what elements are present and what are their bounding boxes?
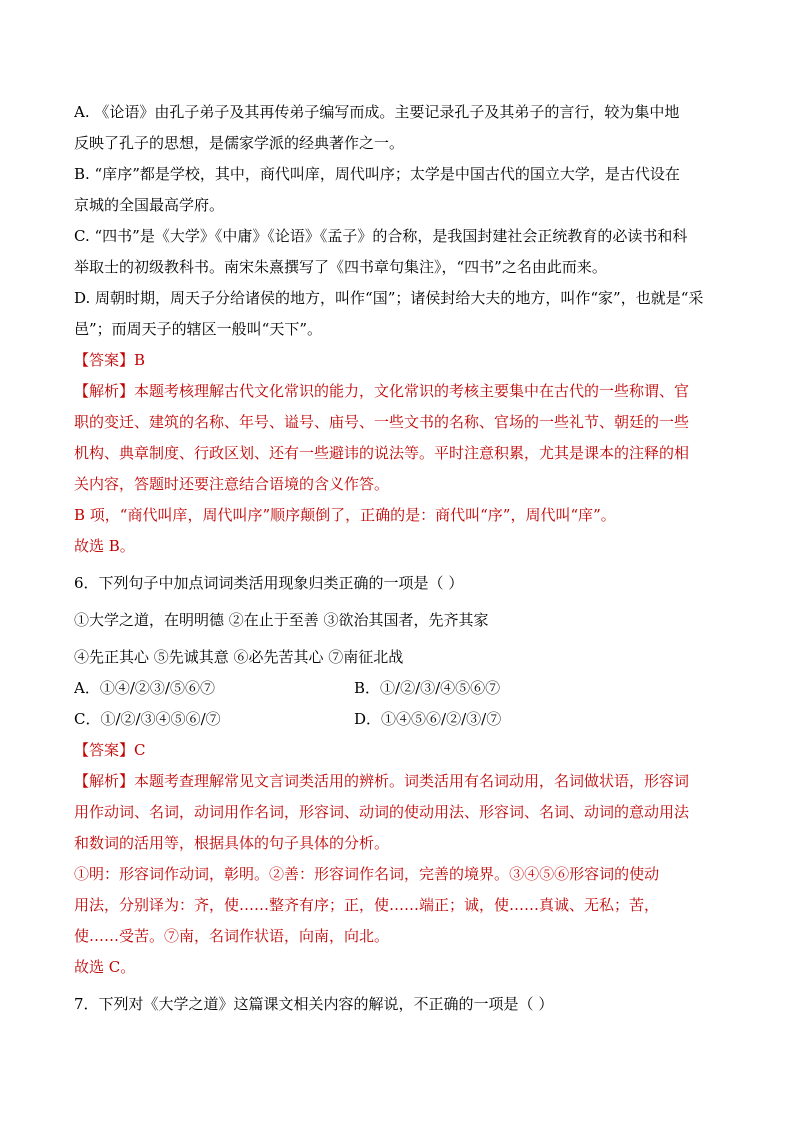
q6-answer-value: C xyxy=(134,741,146,759)
q6-sentences-line2: ④先正其心 ⑤先诚其意 ⑥必先苦其心 ⑦南征北战 xyxy=(74,648,404,666)
q6-detail-marker-4: ⑦ xyxy=(164,927,180,945)
q6-question: 6．下列句子中加点词词类活用现象归类正确的一项是（ ） xyxy=(74,574,464,592)
q5-option-b-line2: 京城的全国最高学府。 xyxy=(74,196,225,214)
q5-option-c-line1: C. “四书”是《大学》《中庸》《论语》《孟子》的合称，是我国封建社会正统教育的必读书和科 xyxy=(74,227,688,245)
q6-option-a: A．①④/②③/⑤⑥⑦ xyxy=(74,679,215,697)
q6-answer xyxy=(74,735,734,766)
q6-option-b: B．①/②/③/④⑤⑥⑦ xyxy=(354,679,501,697)
q6-detail-marker-3: ③④⑤⑥ xyxy=(509,865,570,883)
document-content xyxy=(74,97,734,1020)
q6-option-d: D．①④⑤⑥/②/③/⑦ xyxy=(354,710,502,728)
q5-option-c-line2: 举取士的初级教科书。南宋朱熹撰写了《四书章句集注》，“四书”之名由此而来。 xyxy=(74,258,607,276)
q5-analysis-line2: 职的变迁、建筑的名称、年号、谥号、庙号、一些文书的名称、官场的一些礼节、朝廷的一些 xyxy=(74,413,690,431)
q6-option-c: C．①/②/③④⑤⑥/⑦ xyxy=(74,710,221,728)
q5-analysis-line1 xyxy=(74,376,734,407)
q6-analysis-line1 xyxy=(74,766,734,797)
q6-options-row1 xyxy=(74,673,734,704)
q5-analysis-tag: 【解析】 xyxy=(74,382,135,400)
q6-detail-text-4: 使……受苦。 xyxy=(74,927,165,945)
q6-analysis-line3: 和数词的活用等，根据具体的句子具体的分析。 xyxy=(74,834,390,852)
q6-analysis-line2: 用作动词、名词，动词用作名词，形容词、动词的使动用法、形容词、名词、动词的意动用法 xyxy=(74,803,690,821)
q6-analysis-text: 本题考查理解常见文言词类活用的辨析。词类活用有名词动用，名词做状语，形容词 xyxy=(134,772,690,790)
q6-detail-marker-1: ① xyxy=(74,865,90,883)
q5-explanation: B 项，“商代叫庠，周代叫序”顺序颠倒了，正确的是：商代叫“序”，周代叫“庠”。 xyxy=(74,506,616,524)
q6-options-row2 xyxy=(74,704,734,735)
q6-detail-text-3: 形容词的使动 xyxy=(569,865,660,883)
q5-option-a-line1: A. 《论语》由孔子弟子及其再传弟子编写而成。主要记录孔子及其弟子的言行，较为集中地 xyxy=(74,103,680,121)
q5-answer xyxy=(74,345,734,376)
q6-analysis-tag: 【解析】 xyxy=(74,772,135,790)
q5-analysis-line4: 关内容，答题时还要注意结合语境的含义作答。 xyxy=(74,475,390,493)
q7-question: 7．下列对《大学之道》这篇课文相关内容的解说，不正确的一项是（ ） xyxy=(74,995,554,1013)
q5-option-d-line1: D. 周朝时期，周天子分给诸侯的地方，叫作“国”；诸侯封给大夫的地方，叫作“家”，也就是“采 xyxy=(74,289,704,307)
q6-detail-text-5: 南，名词作状语，向南，向北。 xyxy=(179,927,390,945)
q5-option-b-line1: B. “庠序”都是学校，其中，商代叫庠，周代叫序；太学是中国古代的国立大学，是古代设在 xyxy=(74,165,680,183)
q6-detail-text-1: 明：形容词作动词，彰明。 xyxy=(89,865,270,883)
q6-answer-tag: 【答案】 xyxy=(74,741,135,759)
q5-analysis-text: 本题考核理解古代文化常识的能力，文化常识的考核主要集中在古代的一些称谓、官 xyxy=(134,382,690,400)
q5-answer-value: B xyxy=(134,351,146,369)
q5-answer-tag: 【答案】 xyxy=(74,351,135,369)
q5-option-d-line2: 邑”；而周天子的辖区一般叫“天下”。 xyxy=(74,320,323,338)
q6-detail-line1 xyxy=(74,859,734,890)
q6-detail-line3 xyxy=(74,921,734,952)
q6-detail-line2: 用法，分别译为：齐，使……整齐有序；正，使……端正；诚，使……真诚、无私；苦， xyxy=(74,896,660,914)
q6-detail-text-2: 善：形容词作名词，完善的境界。 xyxy=(284,865,510,883)
q5-conclusion: 故选 B。 xyxy=(74,537,135,555)
q6-conclusion: 故选 C。 xyxy=(74,958,136,976)
q6-sentences-line1: ①大学之道，在明明德 ②在止于至善 ③欲治其国者，先齐其家 xyxy=(74,611,489,629)
q6-detail-marker-2: ② xyxy=(269,865,285,883)
q5-analysis-line3: 机构、典章制度、行政区划、还有一些避讳的说法等。平时注意积累，尤其是课本的注释的相 xyxy=(74,444,690,462)
q5-option-a-line2: 反映了孔子的思想，是儒家学派的经典著作之一。 xyxy=(74,134,405,152)
